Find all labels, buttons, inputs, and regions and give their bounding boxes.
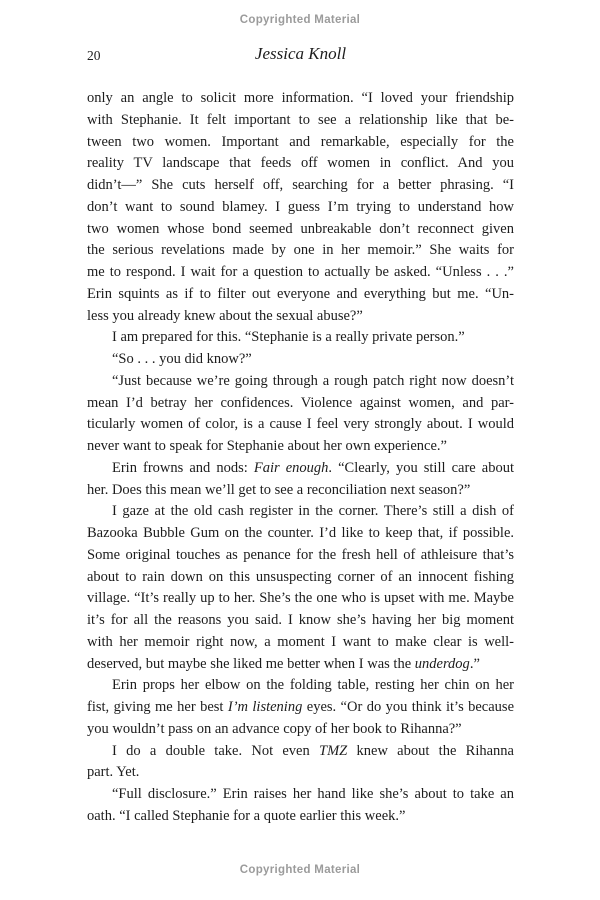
body-line bbox=[87, 588, 514, 610]
body-line bbox=[87, 153, 514, 175]
body-line bbox=[87, 458, 514, 480]
body-text-segment: reality TV landscape that feeds off women in conflict. And you bbox=[87, 155, 514, 172]
copyright-notice-top: Copyrighted Material bbox=[239, 14, 361, 26]
body-line bbox=[87, 697, 514, 719]
body-line bbox=[87, 806, 514, 828]
body-line bbox=[87, 262, 514, 284]
body-text-segment: mean I’d betray her confidences. Violence against women, and par- bbox=[87, 394, 514, 411]
body-text-segment: Erin props her elbow on the folding table, resting her chin on her bbox=[112, 677, 514, 694]
body-text-segment: only an angle to solicit more information. “I loved your friendship bbox=[87, 90, 514, 106]
body-line bbox=[87, 219, 514, 241]
page-body bbox=[87, 88, 514, 828]
body-line bbox=[87, 327, 514, 349]
body-line bbox=[87, 719, 514, 741]
body-text-segment: “Full disclosure.” Erin raises her hand like she’s about to take an bbox=[112, 786, 514, 802]
body-text-segment: never want to speak for Stephanie about her own experience.” bbox=[87, 438, 447, 454]
body-text-segment: it’s for all the reasons you said. I know she’s having her big moment bbox=[87, 612, 514, 628]
running-head-author: Jessica Knoll bbox=[254, 44, 347, 63]
body-text-segment: .” bbox=[469, 655, 480, 672]
body-line bbox=[87, 393, 514, 415]
body-line bbox=[87, 784, 514, 806]
body-text-segment: don’t want to sound blamey. I guess I’m trying to understand how bbox=[87, 198, 514, 215]
body-line bbox=[87, 632, 514, 654]
body-text-segment: I gaze at the old cash register in the corner. There’s still a dish of bbox=[112, 503, 514, 520]
body-line bbox=[87, 501, 514, 523]
body-line bbox=[87, 436, 514, 458]
body-line bbox=[87, 523, 514, 545]
body-text-italic: TMZ bbox=[319, 742, 348, 759]
body-line bbox=[87, 284, 514, 306]
body-line bbox=[87, 132, 514, 154]
body-line bbox=[87, 175, 514, 197]
body-text-segment: tween two women. Important and remarkable, especially for the bbox=[87, 133, 514, 150]
body-text-segment: two women whose bond seemed unbreakable don’t reconnect given bbox=[87, 220, 514, 237]
body-line bbox=[87, 197, 514, 219]
body-text-segment: you wouldn’t pass on an advance copy of her book to Rihanna?” bbox=[87, 720, 462, 737]
body-line bbox=[87, 654, 514, 676]
body-line bbox=[87, 610, 514, 632]
body-line bbox=[87, 88, 514, 110]
body-text-segment: her. Does this mean we’ll get to see a reconciliation next season?” bbox=[87, 481, 471, 498]
body-text-italic: underdog bbox=[414, 655, 470, 672]
body-text-segment: with her memoir right now, a moment I want to make clear is well- bbox=[87, 633, 514, 650]
body-text-segment: me to respond. I wait for a question to actually be asked. “Unless . . .” bbox=[87, 264, 514, 280]
body-text-segment: with Stephanie. It felt important to see a relationship like that be- bbox=[87, 111, 514, 128]
body-text-segment: ticularly women of color, is a cause I feel very strongly about. I would bbox=[87, 416, 514, 433]
body-text-segment: “Just because we’re going through a rough patch right now doesn’t bbox=[112, 372, 514, 389]
body-line bbox=[87, 762, 514, 784]
body-line bbox=[87, 545, 514, 567]
body-line bbox=[87, 240, 514, 262]
body-line bbox=[87, 480, 514, 502]
page-header bbox=[87, 44, 514, 64]
body-text-segment: Erin frowns and nods: bbox=[112, 459, 254, 476]
body-text-italic: Fair enough bbox=[253, 459, 329, 476]
body-line bbox=[87, 306, 514, 328]
body-text-segment: village. “It’s really up to her. She’s the one who is upset with me. Maybe bbox=[87, 590, 514, 607]
body-text-segment: less you already knew about the sexual abuse?” bbox=[87, 307, 363, 324]
body-line bbox=[87, 741, 514, 763]
copyright-notice-bottom: Copyrighted Material bbox=[239, 864, 361, 876]
body-text-segment: fist, giving me her best bbox=[87, 699, 228, 715]
body-line bbox=[87, 371, 514, 393]
body-text-segment: eyes. “Or do you think it’s because bbox=[302, 699, 515, 715]
body-text-segment: deserved, but maybe she liked me better when I was the bbox=[87, 655, 415, 672]
body-text-segment: . “Clearly, you still care about bbox=[328, 459, 514, 476]
body-line bbox=[87, 349, 514, 371]
body-text-segment: I am prepared for this. “Stephanie is a really private person.” bbox=[112, 329, 465, 346]
page-number: 20 bbox=[87, 48, 101, 63]
body-line bbox=[87, 414, 514, 436]
body-text-segment: part. Yet. bbox=[87, 764, 140, 781]
body-text-segment: “So . . . you did know?” bbox=[112, 351, 252, 367]
body-text-segment: oath. “I called Stephanie for a quote earlier this week.” bbox=[87, 807, 406, 824]
body-text-segment: I do a double take. Not even bbox=[112, 742, 320, 759]
body-line bbox=[87, 110, 514, 132]
body-line bbox=[87, 675, 514, 697]
body-text-segment: knew about the Rihanna bbox=[347, 742, 514, 759]
body-text-segment: Bazooka Bubble Gum on the counter. I’d like to keep that, if possible. bbox=[87, 525, 514, 541]
body-text-segment: didn’t—” She cuts herself off, searching for a better phrasing. “I bbox=[87, 177, 514, 193]
body-text-italic: I’m listening bbox=[227, 699, 303, 715]
body-text-segment: Erin squints as if to filter out everyone and everything but me. “Un- bbox=[87, 285, 514, 302]
body-text-segment: the serious revelations made by one in her memoir.” She waits for bbox=[87, 242, 514, 259]
body-text-segment: Some original touches as penance for the fresh hell of athleisure that’s bbox=[87, 546, 514, 563]
body-line bbox=[87, 567, 514, 589]
body-text-segment: about to rain down on this unsuspecting corner of an innocent fishing bbox=[87, 568, 514, 585]
